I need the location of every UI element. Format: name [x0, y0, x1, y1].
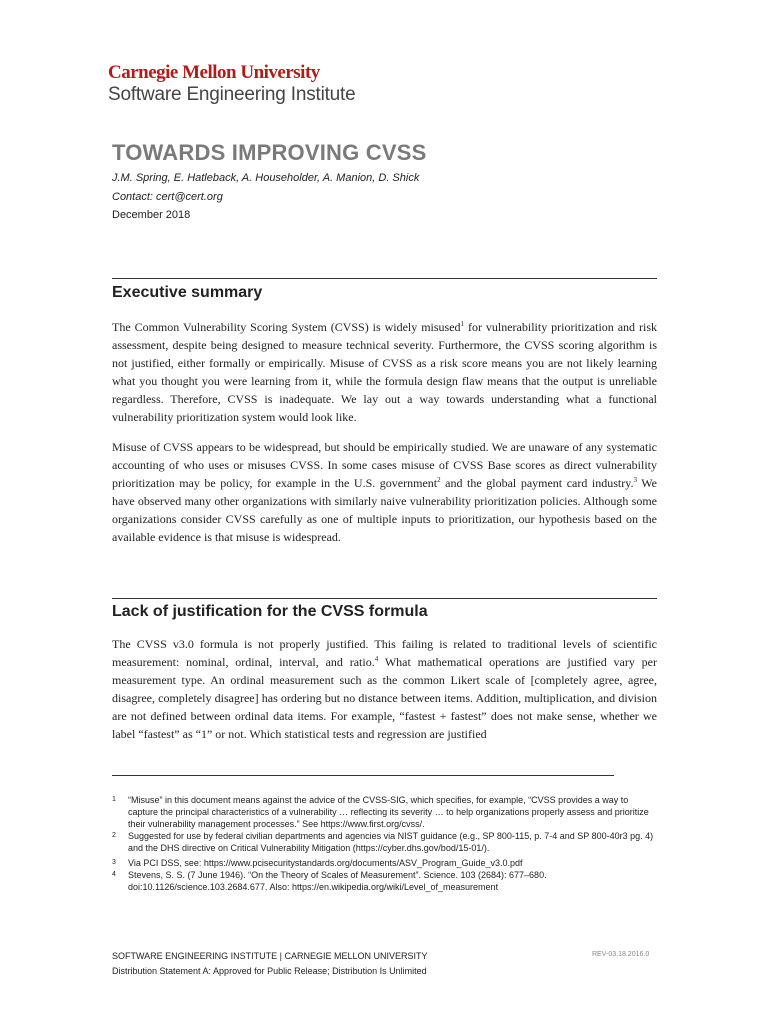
section-divider — [112, 278, 657, 279]
section-heading-executive-summary: Executive summary — [112, 284, 263, 301]
footer-distribution-statement: Distribution Statement A: Approved for Public Release; Distribution Is Unlimited — [112, 966, 427, 976]
footnote — [112, 794, 657, 830]
footnote — [112, 869, 657, 893]
section-heading-cvss-formula: Lack of justification for the CVSS formula — [112, 603, 428, 620]
footnote-text: Via PCI DSS, see: https://www.pcisecuritystandards.org/documents/ASV_Program_Guide_v3.0.pdf — [128, 858, 523, 868]
sei-logo-wordmark: Software Engineering Institute — [108, 84, 356, 105]
footnote — [112, 830, 657, 854]
footnote-number: 4 — [112, 871, 116, 878]
footnote-divider — [112, 775, 614, 776]
footer-organization: SOFTWARE ENGINEERING INSTITUTE | CARNEGIE MELLON UNIVERSITY — [112, 951, 428, 961]
contact-line: Contact: cert@cert.org — [112, 191, 223, 203]
publication-date: December 2018 — [112, 209, 191, 221]
cmu-logo-wordmark: Carnegie Mellon University — [108, 62, 320, 83]
footnote-ref: 4 — [374, 655, 379, 663]
footnote-number: 2 — [112, 832, 116, 839]
author-list: J.M. Spring, E. Hatleback, A. Householder, A. Manion, D. Shick — [112, 172, 420, 184]
footer-revision: REV-03.18.2016.0 — [592, 951, 650, 958]
body-paragraph: The Common Vulnerability Scoring System (CVSS) is widely misused$^1$ for vulnerability prioritization and risk assessment, despite being designed to measure technical severity. Furthermore, the CVSS scoring algorithm is not justified, either formally or empirically. Misuse of CVSS as a risk score means you are not likely learning what you thought you were learning from it, while the formula design flaw means that the output is unreliable regardless. Therefore, CVSS is inadequate. We lay out a way towards understanding what a functional vulnerability prioritization system would look like. — [112, 320, 657, 424]
footnote-text: Stevens, S. S. (7 June 1946). “On the Theory of Scales of Measurement”. Science. 103 (2684): 677–680. doi:10.1126/science.103.2684.677. Also: https://en.wikipedia.org/wiki/Level_of_measurement — [128, 870, 547, 892]
footnote-number: 1 — [112, 796, 116, 803]
body-paragraph: Misuse of CVSS appears to be widespread, but should be empirically studied. We are unaware of any systematic accounting of who uses or misuses CVSS. In some cases misuse of CVSS Base scores as direct vulnerability prioritization may be policy, for example in the U.S. government$^2$ and the global payment card industry.$^3$ We have observed many other organizations with similarly naive vulnerability prioritization policies. Although some organizations consider CVSS carefully as one of multiple inputs to prioritization, our hypothesis based on the available evidence is that misuse is widespread. — [112, 440, 657, 544]
footnote-ref: 1 — [460, 320, 465, 328]
footnote-number: 3 — [112, 859, 116, 866]
footnote-ref: 2 — [437, 476, 441, 484]
footnote — [112, 857, 657, 869]
document-title: TOWARDS IMPROVING CVSS — [112, 140, 427, 165]
footnote-text: Suggested for use by federal civilian departments and agencies via NIST guidance (e.g., SP 800-115, p. 7-4 and SP 800-40r3 pg. 4) and the DHS directive on Critical Vulnerability Mitigation (https://cyber.dhs.gov/bod/15-01/). — [128, 831, 654, 853]
footnote-text: “Misuse” in this document means against the advice of the CVSS-SIG, which specifies, for example, “CVSS provides a way to capture the principal characteristics of a vulnerability … reflecting its severity … to help organizations properly assess and prioritize their vulnerability management processes.” See https://www.first.org/cvss/. — [128, 795, 649, 829]
section-divider — [112, 598, 657, 599]
footnote-ref: 3 — [633, 476, 637, 484]
body-paragraph: The CVSS v3.0 formula is not properly justified. This failing is related to traditional levels of scientific measurement: nominal, ordinal, interval, and ratio.$^4$ What mathematical operations are justified vary per measurement type. An ordinal measurement such as the common Likert scale of [completely agree, agree, disagree, completely disagree] has ordering but no distance between items. Addition, multiplication, and division are not defined between ordinal data items. For example, “fastest + fastest” does not make sense, whether we label “fastest” as “1” or not. Which statistical tests and regression are justified — [112, 637, 657, 741]
